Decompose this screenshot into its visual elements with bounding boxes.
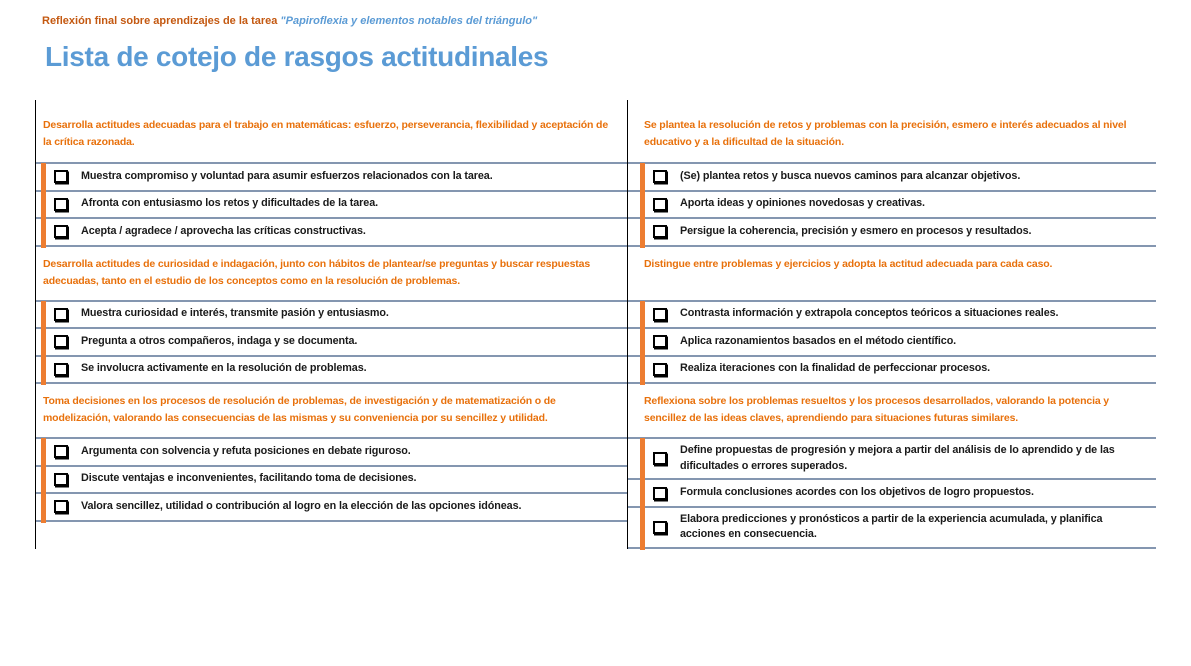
checklist-row [628, 302, 1156, 330]
checklist-row [628, 480, 1156, 508]
checkbox-icon[interactable] [653, 225, 667, 238]
checklist-row [628, 439, 1156, 480]
checklist-row [36, 302, 627, 330]
rows-group [36, 437, 627, 522]
checklist-row [36, 357, 627, 385]
checkbox-icon[interactable] [54, 363, 68, 376]
checkbox-icon[interactable] [653, 198, 667, 211]
section-header: Se plantea la resolución de retos y problemas con la precisión, esmero e interés adecuados al nivel educativo y a la dificultad de la situación. [644, 119, 1127, 149]
checklist-item-label: Aplica razonamientos basados en el método científico. [680, 334, 957, 347]
doc-task-title-quote: "Papiroflexia y elementos notables del triángulo" [280, 15, 538, 27]
section-header: Desarrolla actitudes de curiosidad e indagación, junto con hábitos de plantear/se preguntas y buscar respuestas adecuadas, tanto en el estudio de los conceptos como en la resolución de problemas. [43, 257, 591, 287]
checklist-row [36, 467, 627, 495]
section-header: Toma decisiones en los procesos de resolución de problemas, de investigación y de matematización o de modelización, valorando las consecuencias de las mismas y su conveniencia por su sencillez y utilidad. [43, 395, 556, 425]
doc-reflection-label-text: Reflexión final sobre aprendizajes de la tarea [42, 15, 281, 27]
checkbox-icon[interactable] [653, 452, 667, 465]
doc-reflection-label [42, 15, 537, 27]
checklist-row [36, 219, 627, 247]
checklist-row [36, 192, 627, 220]
checkbox-icon[interactable] [653, 170, 667, 183]
section-header: Reflexiona sobre los problemas resueltos y los procesos desarrollados, valorando la potencia y sencillez de las ideas claves, aprendiendo para situaciones futuras similares. [644, 395, 1109, 425]
checklist-row [36, 494, 627, 522]
checklist-row [628, 192, 1156, 220]
checklist-item-label: Discute ventajas e inconvenientes, facilitando toma de decisiones. [81, 472, 417, 485]
checklist-row [36, 164, 627, 192]
rows-group [628, 300, 1156, 385]
checklist-item-label: Muestra compromiso y voluntad para asumir esfuerzos relacionados con la tarea. [81, 169, 493, 182]
checkbox-icon[interactable] [54, 308, 68, 321]
checklist-table [35, 100, 1156, 549]
checkbox-icon[interactable] [653, 363, 667, 376]
section-header: Desarrolla actitudes adecuadas para el trabajo en matemáticas: esfuerzo, perseverancia, flexibilidad y aceptación de la crítica razonada. [43, 119, 609, 149]
checkbox-icon[interactable] [54, 170, 68, 183]
checklist-row [628, 164, 1156, 192]
checklist-item-label: Aporta ideas y opiniones novedosas y creativas. [680, 197, 925, 210]
checkbox-icon[interactable] [653, 521, 667, 534]
checklist-item-label: Persigue la coherencia, precisión y esmero en procesos y resultados. [680, 224, 1032, 237]
rows-group [36, 300, 627, 385]
checklist-item-label: Define propuestas de progresión y mejora a partir del análisis de lo aprendido y de las dificultades o errores superados. [680, 444, 1115, 472]
checklist-item-label: Afronta con entusiasmo los retos y dificultades de la tarea. [81, 197, 378, 210]
checklist-row [36, 329, 627, 357]
checklist-row [628, 508, 1156, 549]
checklist-row [628, 357, 1156, 385]
checklist-item-label: Acepta / agradece / aprovecha las críticas constructivas. [81, 224, 366, 237]
checkbox-icon[interactable] [54, 335, 68, 348]
checklist-row [628, 329, 1156, 357]
checkbox-icon[interactable] [54, 198, 68, 211]
checkbox-icon[interactable] [54, 225, 68, 238]
rows-group [628, 162, 1156, 247]
checklist-item-label: Contrasta información y extrapola conceptos teóricos a situaciones reales. [680, 307, 1059, 320]
section-header: Distingue entre problemas y ejercicios y adopta la actitud adecuada para cada caso. [644, 257, 1053, 270]
checklist-row [36, 439, 627, 467]
checklist-column-left [35, 100, 628, 549]
rows-group [628, 437, 1156, 549]
checkbox-icon[interactable] [54, 500, 68, 513]
checkbox-icon[interactable] [54, 445, 68, 458]
checkbox-icon[interactable] [653, 335, 667, 348]
page-title: Lista de cotejo de rasgos actitudinales [45, 41, 549, 72]
checklist-item-label: Pregunta a otros compañeros, indaga y se documenta. [81, 334, 358, 347]
checklist-item-label: Muestra curiosidad e interés, transmite pasión y entusiasmo. [81, 307, 389, 320]
checklist-item-label: Realiza iteraciones con la finalidad de perfeccionar procesos. [680, 362, 991, 375]
checklist-row [628, 219, 1156, 247]
checklist-item-label: (Se) plantea retos y busca nuevos caminos para alcanzar objetivos. [680, 169, 1021, 182]
checklist-item-label: Argumenta con solvencia y refuta posiciones en debate riguroso. [81, 444, 411, 457]
checklist-item-label: Elabora predicciones y pronósticos a partir de la experiencia acumulada, y planifica acciones en consecuencia. [680, 512, 1103, 541]
checklist-column-right [628, 100, 1156, 549]
checklist-item-label: Se involucra activamente en la resolución de problemas. [81, 362, 367, 375]
checkbox-icon[interactable] [54, 473, 68, 486]
checklist-item-label: Valora sencillez, utilidad o contribución al logro en la elección de las opciones idóneas. [81, 499, 522, 512]
rows-group [36, 162, 627, 247]
checkbox-icon[interactable] [653, 308, 667, 321]
checklist-item-label: Formula conclusiones acordes con los objetivos de logro propuestos. [680, 486, 1034, 499]
checkbox-icon[interactable] [653, 487, 667, 500]
